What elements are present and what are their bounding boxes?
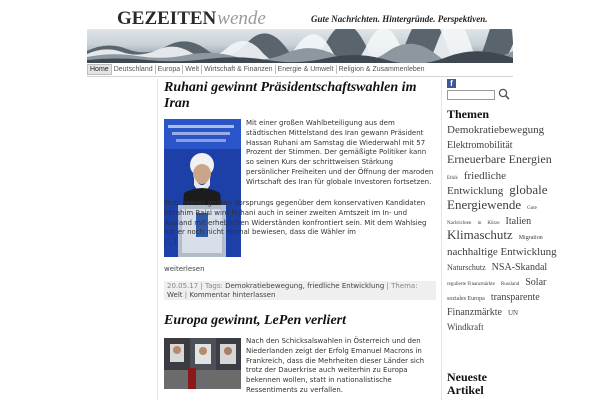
tag-cloud-link[interactable]: Elektromobilität: [447, 140, 513, 152]
tag-cloud-link[interactable]: Erneuerbare Energien: [447, 152, 552, 167]
tag-cloud-link[interactable]: Migration: [518, 235, 543, 242]
search-input[interactable]: [447, 90, 495, 100]
search-icon[interactable]: [498, 88, 510, 100]
tag-cloud-link[interactable]: globale Energiewende: [447, 181, 548, 212]
tag-cloud-link[interactable]: Russland: [500, 281, 520, 287]
topic-label: Thema:: [391, 282, 418, 290]
tag-cloud-link[interactable]: transparente Finanzmärkte: [447, 292, 540, 319]
nav-item-religion-zusammenleben[interactable]: Religion & Zusammenleben: [338, 66, 425, 73]
nav-item-europa[interactable]: Europa: [156, 65, 184, 74]
post-title[interactable]: Ruhani gewinnt Präsidentschaftswahlen im Iran: [164, 80, 417, 111]
latest-articles-heading: Neueste Artikel: [447, 370, 487, 397]
post-excerpt-paragraph: [164, 199, 436, 248]
tag-cloud: [447, 121, 562, 334]
tag-cloud-link[interactable]: Solar: [525, 276, 547, 288]
tag-cloud-link[interactable]: soziales Europa: [447, 296, 485, 303]
post-topic-link[interactable]: Welt: [167, 291, 183, 299]
tag-cloud-link[interactable]: Ethik: [447, 175, 458, 181]
post-ellipsis: […]: [164, 238, 177, 247]
post-date: 20.05.17: [167, 282, 199, 290]
logo-accent-text: wende: [217, 8, 266, 29]
themes-heading: Themen: [447, 107, 489, 121]
comment-link[interactable]: Kommentar hinterlassen: [189, 291, 276, 299]
header-banner-image: [87, 29, 513, 63]
site-logo[interactable]: [117, 8, 266, 30]
tag-cloud-link[interactable]: Naturschutz: [447, 262, 486, 272]
post-excerpt-text: Trotz seines großen Vorsprungs gegenüber dem konservativen Kandidaten Ebrahim Raisi wird Ruhani auch in seiner zweiten Amtszeit im In- und Ausland mit erheblichen Widerständen konfrontiert sein. Mit dem Wahlsieg hat er noch nicht einmal bewiesen, dass die Wähler im: [164, 199, 427, 237]
post-excerpt-paragraph: Nach den Schicksalswahlen in Österreich und den Niederlanden zeigt der Erfolg Emanuel Macrons in Frankreich, dass die Mehrheiten dieser Länder sich trotz der Dauerkrise auch weiterhin zu Europa bekennen wollen, statt in nationalistische Ressentiments zu verfallen.: [246, 337, 425, 394]
tag-cloud-link[interactable]: Kürze: [487, 221, 500, 227]
logo-main-text: GEZEITEN: [117, 8, 217, 29]
nav-item-home[interactable]: Home: [87, 64, 112, 75]
main-nav: [87, 64, 513, 75]
tag-cloud-link[interactable]: UN: [507, 309, 519, 318]
site-tagline: Gute Nachrichten. Hintergründe. Perspektiven.: [311, 14, 488, 24]
tag-cloud-link[interactable]: nachhaltige Entwicklung: [447, 245, 557, 258]
facebook-icon[interactable]: f: [447, 79, 456, 88]
tag-cloud-link[interactable]: Demokratiebewegung: [447, 124, 545, 136]
tag-cloud-link[interactable]: friedliche Entwicklung: [447, 169, 506, 197]
nav-divider: [87, 76, 513, 77]
tag-cloud-link[interactable]: Klimaschutz: [447, 227, 513, 243]
tag-cloud-link[interactable]: Gute Nachrichten: [447, 205, 537, 227]
tag-cloud-link[interactable]: in: [477, 221, 482, 227]
tag-cloud-link[interactable]: Italien: [505, 216, 532, 228]
read-more-link[interactable]: weiterlesen: [164, 265, 205, 273]
nav-item-wirtschaft-finanzen[interactable]: Wirtschaft & Finanzen: [202, 65, 275, 74]
tag-cloud-link[interactable]: Windkraft: [447, 322, 484, 333]
tag-cloud-link[interactable]: regulierte Finanzmärkte: [447, 281, 495, 287]
nav-item-energie-umwelt[interactable]: Energie & Umwelt: [276, 65, 337, 74]
post-tags-link[interactable]: Demokratiebewegung, friedliche Entwicklung: [225, 282, 385, 290]
tag-cloud-link[interactable]: NSA-Skandal: [491, 261, 548, 273]
nav-item-deutschland[interactable]: Deutschland: [112, 65, 156, 74]
post-image[interactable]: [164, 338, 241, 389]
wave-illustration: [87, 29, 513, 63]
post-meta-bar: 20.05.17 | Tags: Demokratiebewegung, friedliche Entwicklung | Thema: Welt | Kommentar hinterlassen: [164, 281, 436, 300]
nav-item-welt[interactable]: Welt: [183, 65, 202, 74]
post-title[interactable]: Europa gewinnt, LePen verliert: [164, 313, 346, 328]
tags-label: Tags:: [204, 282, 223, 290]
post-excerpt-paragraph: Mit einer großen Wahlbeteiligung aus dem städtischen Mittelstand des Iran gewann Präsident Hassan Ruhani am Samstag die Wiederwahl mit 57 Prozent der Stimmen. Der gemäßigte Politiker kann so seinen Kurs der schrittweisen Stärkung persönlicher Freiheiten und der Öffnung der maroden Wirtschaft des Iran für globale Investoren fortsetzen.: [246, 119, 434, 186]
